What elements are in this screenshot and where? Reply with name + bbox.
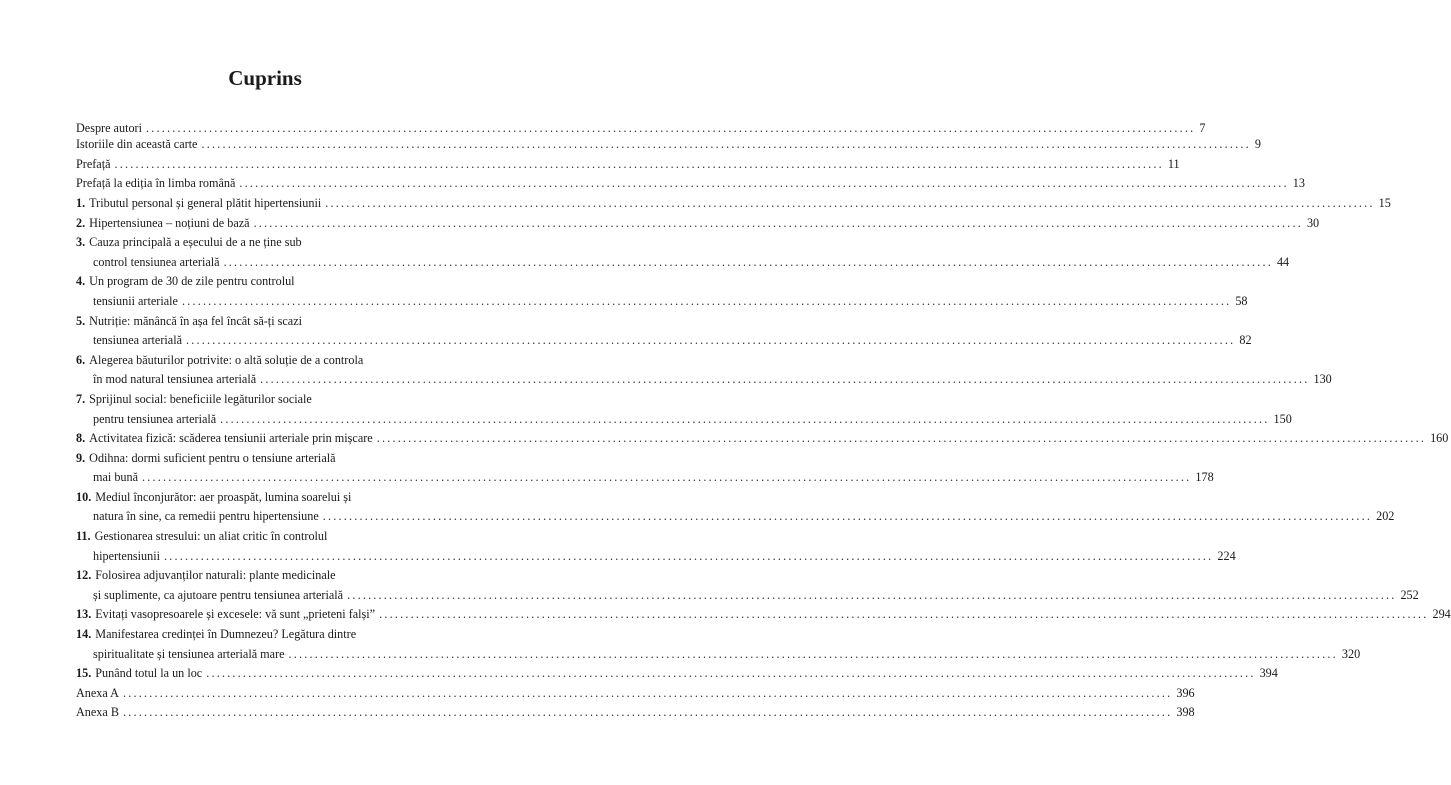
page-number: 294 <box>1432 607 1451 622</box>
page-number: 160 <box>1430 431 1449 446</box>
toc-entry <box>76 121 1206 137</box>
chapter-number: 14. <box>76 627 92 642</box>
toc-title: și suplimente, ca ajutoare pentru tensiunea arterială <box>93 587 344 602</box>
dot-leader: ........................................................................................................................................................................................................ <box>181 293 1232 308</box>
chapter-number: 5. <box>76 313 86 328</box>
toc-title: Tributul personal și general plătit hipertensiunii <box>89 195 322 210</box>
dot-leader: ........................................................................................................................................................................................................ <box>325 195 1375 210</box>
toc-title: Cauza principală a eșecului de a ne ține sub <box>89 235 302 250</box>
page-number: 178 <box>1195 470 1214 485</box>
chapter-number: 12. <box>76 568 92 583</box>
dot-leader: ........................................................................................................................................................................................................ <box>201 137 1251 152</box>
toc-title: pentru tensiunea arterială <box>93 411 217 426</box>
toc-entry-continuation <box>76 372 1332 392</box>
dot-leader: ........................................................................................................................................................................................................ <box>142 470 1192 485</box>
toc-entry <box>76 568 456 588</box>
page-number: 82 <box>1239 333 1252 348</box>
toc-title: tensiunea arterială <box>93 333 182 348</box>
toc-title: Evitați vasopresoarele și excesele: vă sunt „prieteni falși” <box>95 607 376 622</box>
chapter-number: 7. <box>76 391 86 406</box>
toc-title: Mediul înconjurător: aer proaspăt, lumina soarelui și <box>95 489 352 504</box>
chapter-number: 6. <box>76 352 86 367</box>
toc-title: Anexa B <box>76 705 119 720</box>
page-title: Cuprins <box>228 66 302 90</box>
toc-entry <box>76 156 1180 177</box>
dot-leader: ........................................................................................................................................................................................................ <box>379 607 1429 622</box>
toc-entry <box>76 235 456 255</box>
toc-title: Folosirea adjuvanților naturali: plante medicinale <box>95 568 336 583</box>
toc-title: control tensiunea arterială <box>93 254 220 269</box>
toc-entry-continuation <box>76 548 1236 569</box>
chapter-number: 1. <box>76 195 86 210</box>
toc-entry-continuation <box>76 470 1214 490</box>
page-number: 396 <box>1176 685 1195 700</box>
toc-entry-continuation <box>76 646 1361 667</box>
toc-title: Alegerea băuturilor potrivite: o altă soluție de a controla <box>89 352 364 367</box>
page-number: 13 <box>1292 176 1305 191</box>
toc-title: natura în sine, ca remedii pentru hipertensiune <box>93 509 319 524</box>
dot-leader: ........................................................................................................................................................................................................ <box>288 646 1338 661</box>
dot-leader: ........................................................................................................................................................................................................ <box>164 548 1214 563</box>
toc-title: hipertensiunii <box>93 548 161 563</box>
toc-title: Hipertensiunea – noțiuni de bază <box>89 215 250 230</box>
chapter-number: 10. <box>76 489 92 504</box>
toc-entry <box>76 705 1195 725</box>
dot-leader: ........................................................................................................................................................................................................ <box>253 215 1303 230</box>
toc-title: Manifestarea credinței în Dumnezeu? Legătura dintre <box>95 627 357 642</box>
toc-entry <box>76 627 456 647</box>
page-number: 394 <box>1259 666 1278 681</box>
toc-entry <box>76 607 1451 627</box>
page-number: 58 <box>1235 293 1248 308</box>
dot-leader: ........................................................................................................................................................................................................ <box>220 411 1270 426</box>
page-number: 398 <box>1176 705 1195 720</box>
toc-entry-continuation <box>76 254 1290 275</box>
page-number: 130 <box>1313 372 1332 387</box>
toc-entry <box>76 685 1195 706</box>
page-number: 202 <box>1376 509 1395 524</box>
dot-leader: ........................................................................................................................................................................................................ <box>223 254 1273 269</box>
toc-title: mai bună <box>93 470 139 485</box>
toc-entry <box>76 176 1305 196</box>
toc-entry <box>76 215 1320 236</box>
toc-entry <box>76 529 456 549</box>
chapter-number: 4. <box>76 274 86 289</box>
chapter-number: 8. <box>76 431 86 446</box>
toc-title: în mod natural tensiunea arterială <box>93 372 257 387</box>
page-number: 44 <box>1276 254 1290 269</box>
dot-leader: ........................................................................................................................................................................................................ <box>122 685 1173 700</box>
toc-entry <box>76 314 456 334</box>
dot-leader: ........................................................................................................................................................................................................ <box>206 666 1256 681</box>
dot-leader: ........................................................................................................................................................................................................ <box>322 509 1373 524</box>
page-number: 15 <box>1378 195 1391 210</box>
dot-leader: ........................................................................................................................................................................................................ <box>347 587 1397 602</box>
chapter-number: 9. <box>76 450 86 465</box>
toc-entry <box>76 274 456 294</box>
toc-title: Prefață la ediția în limba română <box>76 176 236 191</box>
toc-title: Istoriile din această carte <box>76 137 198 152</box>
chapter-number: 2. <box>76 215 86 230</box>
toc-title: Gestionarea stresului: un aliat critic în controlul <box>94 529 328 544</box>
dot-leader: ........................................................................................................................................................................................................ <box>376 431 1427 446</box>
toc-title: Nutriție: mănâncă în așa fel încât să-ți scazi <box>89 313 302 328</box>
page-number: 150 <box>1273 411 1292 426</box>
toc-entry <box>76 195 1391 216</box>
toc-title: Sprijinul social: beneficiile legăturilor sociale <box>89 391 312 406</box>
toc-title: Activitatea fizică: scăderea tensiunii arteriale prin mișcare <box>89 431 373 446</box>
page-number: 320 <box>1341 646 1361 661</box>
dot-leader: ........................................................................................................................................................................................................ <box>114 156 1164 171</box>
toc-entry <box>76 490 456 510</box>
page-number: 9 <box>1254 137 1261 152</box>
toc-entry <box>76 137 1261 157</box>
dot-leader: ........................................................................................................................................................................................................ <box>122 705 1173 720</box>
toc-title: Prefață <box>76 156 111 171</box>
toc-title: spiritualitate și tensiunea arterială mare <box>93 646 285 661</box>
toc-entry <box>76 451 456 471</box>
toc-entry-continuation <box>76 333 1252 353</box>
toc-entry <box>76 431 1449 451</box>
page-number: 11 <box>1167 156 1180 171</box>
toc-entry-continuation <box>76 509 1395 529</box>
toc-title: tensiunii arteriale <box>93 293 178 308</box>
page-number: 224 <box>1217 548 1236 563</box>
toc-entry <box>76 666 1278 686</box>
toc-title: Odihna: dormi suficient pentru o tensiune arterială <box>89 450 336 465</box>
toc-title: Un program de 30 de zile pentru controlul <box>89 274 295 289</box>
toc-entry-continuation <box>76 411 1292 432</box>
toc-title: Despre autori <box>76 121 142 135</box>
table-of-contents <box>76 121 1451 725</box>
toc-entry <box>76 353 456 373</box>
chapter-number: 11. <box>76 529 91 544</box>
toc-title: Punând totul la un loc <box>95 666 203 681</box>
dot-leader: ........................................................................................................................................................................................................ <box>260 372 1310 387</box>
page-number: 7 <box>1199 121 1206 135</box>
page-number: 30 <box>1306 215 1320 230</box>
toc-title: Anexa A <box>76 685 119 700</box>
dot-leader: ........................................................................................................................................................................................................ <box>185 333 1236 348</box>
toc-entry-continuation <box>76 587 1419 608</box>
dot-leader: ........................................................................................................................................................................................................ <box>239 176 1289 191</box>
chapter-number: 13. <box>76 607 92 622</box>
dot-leader: ........................................................................................................................................................................................................ <box>146 121 1196 135</box>
toc-entry-continuation <box>76 293 1248 314</box>
toc-entry <box>76 392 456 412</box>
page-number: 252 <box>1400 587 1419 602</box>
chapter-number: 3. <box>76 235 86 250</box>
chapter-number: 15. <box>76 666 92 681</box>
